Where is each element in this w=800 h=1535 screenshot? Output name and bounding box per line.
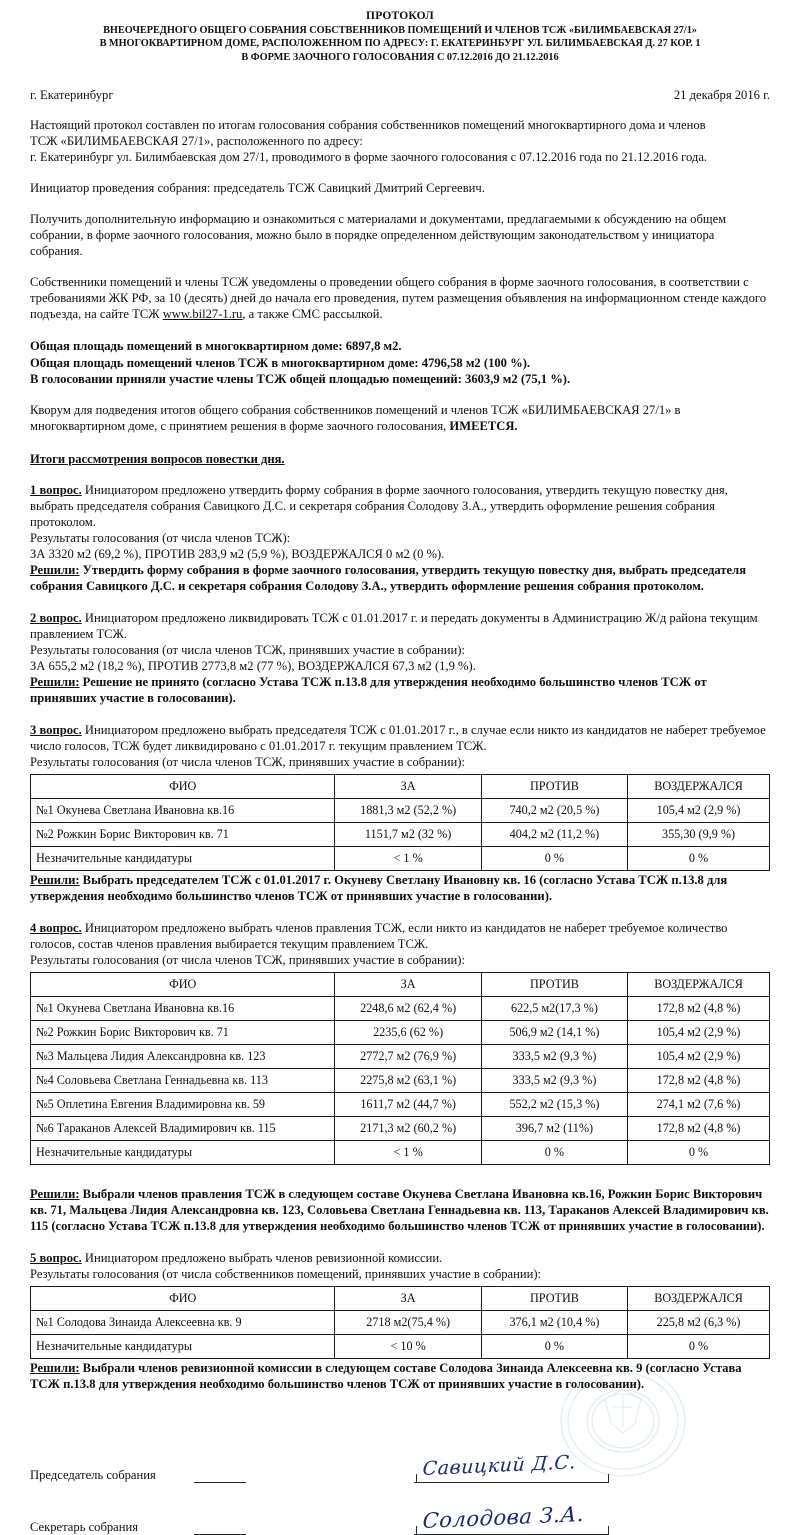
table-header-row (31, 774, 770, 798)
votes-for: 2235,6 (62 %) (335, 1020, 481, 1044)
question-1-statement (30, 483, 770, 531)
question-1-text: Инициатором предложено утвердить форму собрания в форме заочного голосования, утвердить текущую повестку дня, выбрать председателя собрания Савицкого Д.С. и секретаря собрания Солодову З.А., утвердить оформление решения собрания протоколом. (30, 483, 728, 530)
question-2-results-label: Результаты голосования (от числа членов ТСЖ, принявших участие в собрании): (30, 643, 465, 658)
votes-against: 333,5 м2 (9,3 %) (481, 1044, 627, 1068)
column-header-vozderzhalsya: ВОЗДЕРЖАЛСЯ (628, 972, 770, 996)
votes-abstained: 225,8 м2 (6,3 %) (628, 1310, 770, 1334)
agenda-heading: Итоги рассмотрения вопросов повестки дня. (30, 452, 285, 467)
intro-paragraph-1 (30, 118, 770, 166)
votes-for: < 1 % (335, 1140, 481, 1164)
votes-against: 333,5 м2 (9,3 %) (481, 1068, 627, 1092)
question-4-text: Инициатором предложено выбрать членов правления ТСЖ, если никто из кандидатов не наберет требуемое количество голосов, состав членов правления выбирается текущим правлением ТСЖ. (30, 920, 728, 951)
notification-text-after: , а также СМС рассылкой. (242, 307, 383, 321)
question-1-decision-text: Утвердить форму собрания в форме заочного голосования, утвердить текущую повестку дня, выбрать председателя собрания Савицкого Д.С. и секретаря собрания Солодову З.А., утвердить оформление решения собрания протоколом. (30, 563, 747, 594)
question-1-decision-label: Решили: (30, 563, 80, 578)
table-row (31, 798, 770, 822)
question-4-number: 4 вопрос. (30, 920, 82, 935)
question-5-decision-label: Решили: (30, 1360, 80, 1375)
question-5-statement (30, 1251, 770, 1267)
subtitle-line-1: ВНЕОЧЕРЕДНОГО ОБЩЕГО СОБРАНИЯ СОБСТВЕННИКОВ ПОМЕЩЕНИЙ И ЧЛЕНОВ ТСЖ «БИЛИМБАЕВСКАЯ 27/1» (103, 25, 697, 37)
question-block-1 (30, 483, 770, 595)
intro-paragraph-4 (30, 275, 770, 323)
votes-against: 740,2 м2 (20,5 %) (481, 798, 627, 822)
candidate-name: Незначительные кандидатуры (31, 1140, 335, 1164)
table-row (31, 1310, 770, 1334)
table-row (31, 822, 770, 846)
question-5-results-label: Результаты голосования (от числа собственников помещений, принявших участие в собрании): (30, 1266, 542, 1281)
stat-participated-area: В голосовании приняли участие члены ТСЖ общей площадью помещений: 3603,9 м2 (75,1 %). (30, 372, 571, 387)
tsj-website-link[interactable]: www.bil27-1.ru (162, 307, 243, 321)
date-label: 21 декабря 2016 г. (673, 88, 770, 103)
votes-against: 396,7 м2 (11%) (481, 1116, 627, 1140)
votes-abstained: 274,1 м2 (7,6 %) (628, 1092, 770, 1116)
document-subtitle (48, 24, 752, 64)
column-header-za: ЗА (335, 1286, 481, 1310)
question-3-text: Инициатором предложено выбрать председателя ТСЖ с 01.01.2017 г., в случае если никто из кандидатов не наберет требуемое число голосов, ТСЖ будет ликвидировано с 01.01.2017 г. текущим правлением ТСЖ. (30, 722, 766, 753)
table-header-row (31, 1286, 770, 1310)
quorum-paragraph (30, 403, 770, 435)
column-header-fio: ФИО (31, 1286, 335, 1310)
question-4-decision-label: Решили: (30, 1186, 80, 1201)
table-row (31, 1044, 770, 1068)
question-1-decision (30, 563, 770, 595)
question-3-statement (30, 723, 770, 755)
question-4-results-label: Результаты голосования (от числа членов ТСЖ, принявших участие в собрании): (30, 952, 465, 967)
question-3-decision (30, 873, 770, 905)
secretary-name-field[interactable] (406, 1501, 621, 1535)
subtitle-line-2: В МНОГОКВАРТИРНОМ ДОМЕ, РАСПОЛОЖЕННОМ ПО АДРЕСУ: Г. ЕКАТЕРИНБУРГ УЛ. БИЛИМБАЕВСКАЯ Д. 27 КОР. 1 (99, 38, 701, 50)
chairman-label: Председатель собрания (30, 1467, 156, 1482)
table-row (31, 996, 770, 1020)
quorum-text: Кворум для подведения итогов общего собрания собственников помещений и членов ТСЖ «БИЛИМБАЕВСКАЯ 27/1» в многоквартирном доме, с принятием решения в форме заочного голосования, (30, 403, 681, 434)
candidate-name: №1 Окунева Светлана Ивановна кв.16 (31, 798, 335, 822)
votes-for: 1881,3 м2 (52,2 %) (335, 798, 481, 822)
area-statistics (30, 338, 770, 388)
votes-abstained: 355,30 (9,9 %) (628, 822, 770, 846)
question-4-decision-text: Выбрали членов правления ТСЖ в следующем составе Окунева Светлана Ивановна кв.16, Рожкин Борис Викторович кв. 71, Мальцева Лидия Александровна кв. 123, Соловьева Светлана Геннадьевна кв. 113, Тараканов Алексей Владимирович кв. 115 (согласно Устава ТСЖ п.13.8 для утверждения необходимо большинство членов ТСЖ от принявших участие в голосовании). (30, 1186, 769, 1233)
question-5-decision (30, 1361, 770, 1393)
votes-abstained: 0 % (628, 1140, 770, 1164)
intro-paragraph-3: Получить дополнительную информацию и ознакомиться с материалами и документами, предлагаемыми к обсуждению на общем собрании, в форме заочного голосования, можно было в порядке определенном действующим законодательством у инициатора собрания. (30, 212, 727, 259)
page-title: ПРОТОКОЛ (366, 10, 434, 22)
secretary-handwritten-signature: Солодова З.А. (422, 1501, 585, 1533)
table-row (31, 846, 770, 870)
question-3-decision-text: Выбрать председателем ТСЖ с 01.01.2017 г. Окуневу Светлану Ивановну кв. 16 (согласно Устава ТСЖ п.13.8 для утверждения необходимо большинство членов ТСЖ от принявших участие в голосовании). (30, 872, 728, 903)
votes-for: < 10 % (335, 1334, 481, 1358)
votes-for: 2275,8 м2 (63,1 %) (335, 1068, 481, 1092)
question-3-number: 3 вопрос. (30, 722, 82, 737)
votes-abstained: 105,4 м2 (2,9 %) (628, 1044, 770, 1068)
city-label: г. Екатеринбург (30, 88, 114, 103)
question-3-decision-label: Решили: (30, 872, 80, 887)
votes-for: < 1 % (335, 846, 481, 870)
intro-p1-line2: ТСЖ «БИЛИМБАЕВСКАЯ 27/1», расположенного по адресу: (30, 134, 363, 149)
question-2-decision (30, 675, 770, 707)
votes-for: 2248,6 м2 (62,4 %) (335, 996, 481, 1020)
question-5-decision-text: Выбрали членов ревизионной комиссии в следующем составе Солодова Зинаида Алексеевна кв. 9 (согласно Устава ТСЖ п.13.8 для утверждения необходимо большинство членов ТСЖ от принявших участие в голосовании). (30, 1360, 742, 1391)
city-date-row (30, 88, 770, 103)
votes-against: 404,2 м2 (11,2 %) (481, 822, 627, 846)
intro-p1-line1: Настоящий протокол составлен по итогам голосования собрания собственников помещений многоквартирного дома и членов (30, 118, 706, 133)
table-row (31, 1334, 770, 1358)
table-row (31, 1092, 770, 1116)
votes-abstained: 172,8 м2 (4,8 %) (628, 996, 770, 1020)
votes-for: 2718 м2(75,4 %) (335, 1310, 481, 1334)
column-header-fio: ФИО (31, 774, 335, 798)
question-2-decision-text: Решение не принято (согласно Устава ТСЖ п.13.8 для утверждения необходимо большинство членов ТСЖ от принявших участие в голосовании). (30, 674, 707, 705)
question-1-results-values: ЗА 3320 м2 (69,2 %), ПРОТИВ 283,9 м2 (5,9 %), ВОЗДЕРЖАЛСЯ 0 м2 (0 %). (30, 547, 445, 562)
votes-against: 376,1 м2 (10,4 %) (481, 1310, 627, 1334)
candidate-name: Незначительные кандидатуры (31, 846, 335, 870)
candidate-name: №1 Солодова Зинаида Алексеевна кв. 9 (31, 1310, 335, 1334)
votes-against: 0 % (481, 1334, 627, 1358)
votes-against: 622,5 м2(17,3 %) (481, 996, 627, 1020)
candidate-name: №1 Окунева Светлана Ивановна кв.16 (31, 996, 335, 1020)
candidate-name: №2 Рожкин Борис Викторович кв. 71 (31, 1020, 335, 1044)
votes-against: 552,2 м2 (15,3 %) (481, 1092, 627, 1116)
question-block-4 (30, 921, 770, 1235)
column-header-fio: ФИО (31, 972, 335, 996)
votes-against: 0 % (481, 846, 627, 870)
signature-section (30, 1449, 770, 1535)
votes-abstained: 0 % (628, 846, 770, 870)
secretary-label: Секретарь собрания (30, 1519, 139, 1534)
document-page (0, 9, 800, 1534)
votes-for: 1611,7 м2 (44,7 %) (335, 1092, 481, 1116)
column-header-protiv: ПРОТИВ (481, 972, 627, 996)
votes-for: 1151,7 м2 (32 %) (335, 822, 481, 846)
question-block-2 (30, 611, 770, 707)
vote-table-q5 (30, 1286, 770, 1359)
question-1-number: 1 вопрос. (30, 483, 82, 498)
subtitle-line-3: В ФОРМЕ ЗАОЧНОГО ГОЛОСОВАНИЯ С 07.12.2016 ДО 21.12.2016 (241, 51, 559, 63)
question-1-results-label: Результаты голосования (от числа членов ТСЖ): (30, 531, 291, 546)
votes-abstained: 172,8 м2 (4,8 %) (628, 1116, 770, 1140)
question-2-text: Инициатором предложено ликвидировать ТСЖ с 01.01.2017 г. и передать документы в Администрацию Ж/д района текущим правлением ТСЖ. (30, 611, 758, 642)
question-2-decision-label: Решили: (30, 674, 80, 689)
chairman-signature-line[interactable] (194, 1471, 246, 1483)
question-4-decision (30, 1187, 770, 1235)
votes-for: 2772,7 м2 (76,9 %) (335, 1044, 481, 1068)
votes-for: 2171,3 м2 (60,2 %) (335, 1116, 481, 1140)
votes-abstained: 105,4 м2 (2,9 %) (628, 798, 770, 822)
table-row (31, 1020, 770, 1044)
vote-table-q4 (30, 972, 770, 1165)
question-2-statement (30, 611, 770, 643)
quorum-emphasis: ИМЕЕТСЯ. (449, 419, 518, 434)
table-row (31, 1068, 770, 1092)
candidate-name: №4 Соловьева Светлана Геннадьевна кв. 113 (31, 1068, 335, 1092)
chairman-name-field[interactable] (406, 1453, 621, 1483)
candidate-name: №3 Мальцева Лидия Александровна кв. 123 (31, 1044, 335, 1068)
candidate-name: Незначительные кандидатуры (31, 1334, 335, 1358)
chairman-signature-row (30, 1449, 770, 1483)
votes-abstained: 0 % (628, 1334, 770, 1358)
table-row (31, 1116, 770, 1140)
intro-paragraph-2: Инициатор проведения собрания: председатель ТСЖ Савицкий Дмитрий Сергеевич. (30, 181, 485, 196)
column-header-protiv: ПРОТИВ (481, 774, 627, 798)
secretary-signature-row (30, 1501, 770, 1535)
stat-total-area: Общая площадь помещений в многоквартирном доме: 6897,8 м2. (30, 338, 402, 353)
table-header-row (31, 972, 770, 996)
question-2-number: 2 вопрос. (30, 611, 82, 626)
question-2-results-values: ЗА 655,2 м2 (18,2 %), ПРОТИВ 2773,8 м2 (77 %), ВОЗДЕРЖАЛСЯ 67,3 м2 (1,9 %). (30, 659, 476, 673)
candidate-name: №5 Оплетина Евгения Владимировна кв. 59 (31, 1092, 335, 1116)
column-header-za: ЗА (335, 774, 481, 798)
column-header-vozderzhalsya: ВОЗДЕРЖАЛСЯ (628, 774, 770, 798)
column-header-za: ЗА (335, 972, 481, 996)
secretary-signature-line[interactable] (194, 1523, 246, 1535)
question-3-results-label: Результаты голосования (от числа членов ТСЖ, принявших участие в собрании): (30, 754, 465, 769)
stat-members-area: Общая площадь помещений членов ТСЖ в многоквартирном доме: 4796,58 м2 (100 %). (30, 355, 531, 370)
candidate-name: №6 Тараканов Алексей Владимирович кв. 115 (31, 1116, 335, 1140)
candidate-name: №2 Рожкин Борис Викторович кв. 71 (31, 822, 335, 846)
column-header-protiv: ПРОТИВ (481, 1286, 627, 1310)
table-row (31, 1140, 770, 1164)
intro-p1-line3: г. Екатеринбург ул. Билимбаевская дом 27/1, проводимого в форме заочного голосования с 07.12.2016 года по 21.12.2016 года. (30, 150, 708, 165)
question-5-number: 5 вопрос. (30, 1250, 82, 1265)
votes-against: 0 % (481, 1140, 627, 1164)
chairman-handwritten-signature: Савицкий Д.С. (422, 1451, 577, 1480)
question-block-5 (30, 1251, 770, 1393)
column-header-vozderzhalsya: ВОЗДЕРЖАЛСЯ (628, 1286, 770, 1310)
votes-abstained: 172,8 м2 (4,8 %) (628, 1068, 770, 1092)
question-4-statement (30, 921, 770, 953)
chairman-name-line (414, 1482, 609, 1483)
votes-against: 506,9 м2 (14,1 %) (481, 1020, 627, 1044)
question-block-3 (30, 723, 770, 905)
vote-table-q3 (30, 774, 770, 871)
notification-text-before: Собственники помещений и члены ТСЖ уведомлены о проведении общего собрания в форме заочного голосования, в соответствии с требованиями ЖК РФ, за 10 (десять) дней до начала его проведения, путем размещения объявления на информационном стенде каждого подъезда, на сайте ТСЖ (30, 275, 767, 321)
question-5-text: Инициатором предложено выбрать членов ревизионной комиссии. (84, 1250, 443, 1265)
votes-abstained: 105,4 м2 (2,9 %) (628, 1020, 770, 1044)
